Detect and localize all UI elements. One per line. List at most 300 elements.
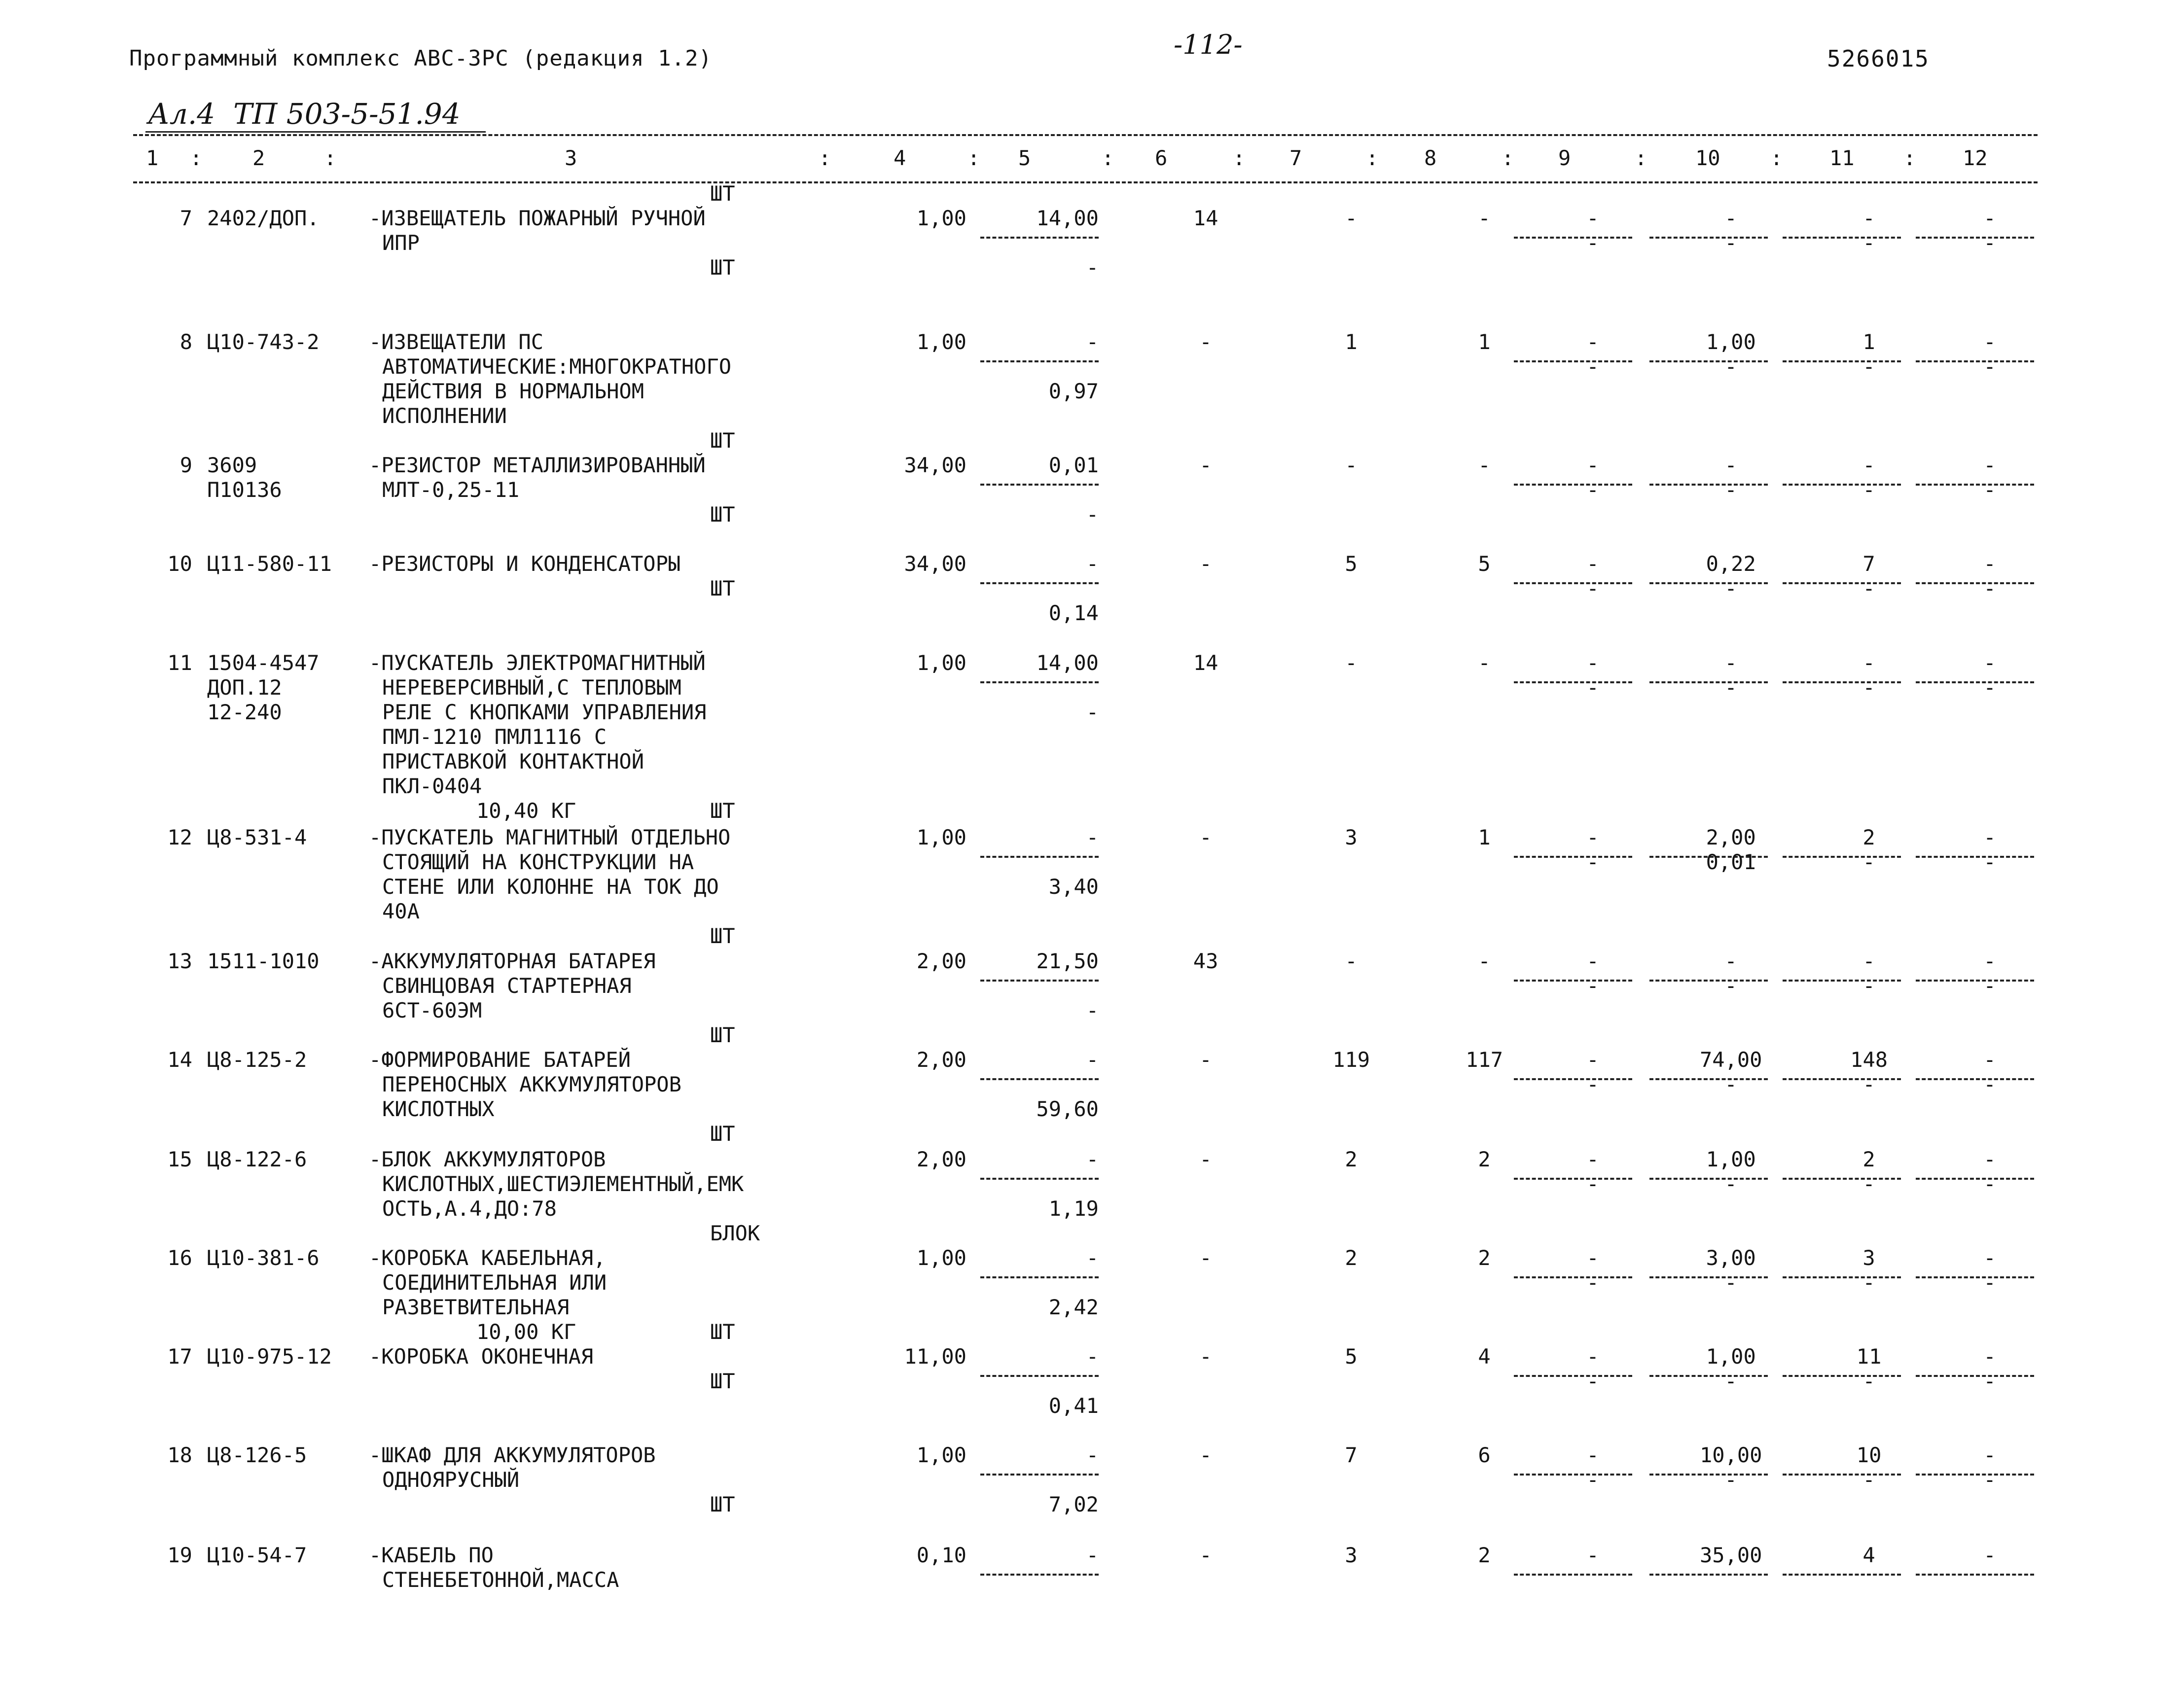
unit-cost-secondary: 2,42 bbox=[1048, 1295, 1099, 1319]
col-11-value: 4 bbox=[1862, 1543, 1875, 1567]
row-number: 14 bbox=[167, 1048, 192, 1072]
col-8-value: - bbox=[1478, 206, 1491, 230]
column-separator: : bbox=[819, 146, 831, 170]
col-10-secondary: - bbox=[1724, 1468, 1737, 1492]
row-number: 16 bbox=[167, 1246, 192, 1270]
fraction-line bbox=[1649, 980, 1768, 982]
col-11-value: - bbox=[1862, 651, 1875, 675]
quantity: 1,00 bbox=[916, 651, 967, 675]
column-separator: : bbox=[1770, 146, 1783, 170]
item-description: -КАБЕЛЬ ПО bbox=[369, 1543, 494, 1567]
resource-code: Ц10-975-12 bbox=[207, 1344, 332, 1369]
unit-label: ШТ bbox=[710, 1492, 735, 1516]
quantity: 1,00 bbox=[916, 1246, 967, 1270]
fraction-line bbox=[1916, 1178, 2034, 1180]
unit-label: ШТ bbox=[710, 1320, 735, 1344]
item-description: РЕЛЕ С КНОПКАМИ УПРАВЛЕНИЯ bbox=[382, 700, 707, 724]
col-8-value: - bbox=[1478, 651, 1491, 675]
row-number: 8 bbox=[179, 330, 192, 354]
col-10-value: 1,00 bbox=[1706, 1344, 1756, 1369]
fraction-line bbox=[1916, 582, 2034, 584]
unit-label: ШТ bbox=[710, 502, 735, 527]
unit-cost-secondary: - bbox=[1086, 255, 1099, 280]
col-7-value: - bbox=[1345, 206, 1358, 230]
col-12-secondary: - bbox=[1983, 576, 1996, 600]
unit-cost: - bbox=[1086, 1344, 1099, 1369]
item-description: -АККУМУЛЯТОРНАЯ БАТАРЕЯ bbox=[369, 949, 656, 973]
col-10-secondary: - bbox=[1724, 1172, 1737, 1196]
col-7-value: 5 bbox=[1345, 1344, 1358, 1369]
total-cost: - bbox=[1199, 1344, 1212, 1369]
header-rule bbox=[133, 181, 2038, 183]
item-description: -ИЗВЕЩАТЕЛЬ ПОЖАРНЫЙ РУЧНОЙ bbox=[369, 206, 706, 230]
column-header-11: 11 bbox=[1829, 146, 1855, 170]
item-description: КИСЛОТНЫХ bbox=[382, 1097, 495, 1121]
col-12-value: - bbox=[1983, 453, 1996, 477]
unit-cost: - bbox=[1086, 1147, 1099, 1171]
column-separator: : bbox=[1502, 146, 1514, 170]
col-12-secondary: - bbox=[1983, 231, 1996, 255]
unit-cost: 14,00 bbox=[1036, 206, 1099, 230]
item-description: ОДНОЯРУСНЫЙ bbox=[382, 1468, 520, 1492]
item-description: НЕРЕВЕРСИВНЫЙ,С ТЕПЛОВЫМ bbox=[382, 675, 681, 700]
col-11-value: 1 bbox=[1862, 330, 1875, 354]
row-number: 7 bbox=[179, 206, 192, 230]
col-12-value: - bbox=[1983, 1147, 1996, 1171]
col-9-secondary: - bbox=[1586, 1369, 1599, 1393]
sheet-note-underline bbox=[145, 131, 486, 133]
fraction-line bbox=[1649, 681, 1768, 683]
total-cost: 14 bbox=[1193, 206, 1218, 230]
resource-code: Ц11-580-11 bbox=[207, 552, 332, 576]
fraction-line bbox=[1514, 1276, 1632, 1278]
col-7-value: 1 bbox=[1345, 330, 1358, 354]
fraction-line bbox=[1916, 856, 2034, 858]
col-11-value: 2 bbox=[1862, 825, 1875, 849]
quantity: 2,00 bbox=[916, 1048, 967, 1072]
fraction-line bbox=[1916, 360, 2034, 362]
unit-cost-secondary: - bbox=[1086, 700, 1099, 724]
quantity: 1,00 bbox=[916, 206, 967, 230]
resource-code: Ц8-125-2 bbox=[207, 1048, 307, 1072]
unit-label: ШТ bbox=[710, 1023, 735, 1047]
col-10-value: 0,22 bbox=[1706, 552, 1756, 576]
item-description: КИСЛОТНЫХ,ШЕСТИЭЛЕМЕНТНЫЙ,ЕМК bbox=[382, 1172, 744, 1196]
fraction-line bbox=[980, 1078, 1099, 1080]
col-12-secondary: - bbox=[1983, 1270, 1996, 1295]
col-12-secondary: - bbox=[1983, 478, 1996, 502]
col-10-value: 10,00 bbox=[1700, 1443, 1762, 1467]
column-header-10: 10 bbox=[1695, 146, 1720, 170]
item-description: -ПУСКАТЕЛЬ МАГНИТНЫЙ ОТДЕЛЬНО bbox=[369, 825, 731, 849]
total-cost: - bbox=[1199, 1543, 1212, 1567]
col-9-value: - bbox=[1586, 1443, 1599, 1467]
fraction-line bbox=[1649, 360, 1768, 362]
item-description: ПМЛ-1210 ПМЛ1116 С bbox=[382, 725, 607, 749]
resource-code: 12-240 bbox=[207, 700, 282, 724]
unit-cost: 21,50 bbox=[1036, 949, 1099, 973]
col-12-value: - bbox=[1983, 949, 1996, 973]
item-description: ДЕЙСТВИЯ В НОРМАЛЬНОМ bbox=[382, 379, 644, 403]
col-10-value: - bbox=[1724, 949, 1737, 973]
resource-code: 1511-1010 bbox=[207, 949, 320, 973]
column-header-6: 6 bbox=[1155, 146, 1168, 170]
col-9-value: - bbox=[1586, 453, 1599, 477]
col-7-value: - bbox=[1345, 949, 1358, 973]
fraction-line bbox=[1916, 1474, 2034, 1476]
row-number: 17 bbox=[167, 1344, 192, 1369]
fraction-line bbox=[1514, 1078, 1632, 1080]
fraction-line bbox=[1916, 1078, 2034, 1080]
total-cost: - bbox=[1199, 825, 1212, 849]
column-separator: : bbox=[1233, 146, 1246, 170]
col-8-value: 2 bbox=[1478, 1246, 1491, 1270]
fraction-line bbox=[1916, 980, 2034, 982]
item-description: ИСПОЛНЕНИИ bbox=[382, 404, 507, 428]
fraction-line bbox=[980, 1178, 1099, 1180]
item-description: -РЕЗИСТОРЫ И КОНДЕНСАТОРЫ bbox=[369, 552, 681, 576]
fraction-line bbox=[980, 1574, 1099, 1576]
col-11-value: 7 bbox=[1862, 552, 1875, 576]
col-9-secondary: - bbox=[1586, 478, 1599, 502]
quantity: 34,00 bbox=[904, 453, 967, 477]
col-9-secondary: - bbox=[1586, 354, 1599, 379]
col-9-value: - bbox=[1586, 825, 1599, 849]
fraction-line bbox=[980, 1474, 1099, 1476]
fraction-line bbox=[1783, 1574, 1901, 1576]
fraction-line bbox=[1649, 1178, 1768, 1180]
unit-cost-secondary: - bbox=[1086, 998, 1099, 1022]
col-12-value: - bbox=[1983, 1543, 1996, 1567]
col-11-value: 2 bbox=[1862, 1147, 1875, 1171]
resource-code: Ц10-54-7 bbox=[207, 1543, 307, 1567]
unit-cost: - bbox=[1086, 1543, 1099, 1567]
col-12-secondary: - bbox=[1983, 974, 1996, 998]
quantity: 34,00 bbox=[904, 552, 967, 576]
col-12-value: - bbox=[1983, 206, 1996, 230]
column-separator: : bbox=[190, 146, 203, 170]
col-9-secondary: - bbox=[1586, 675, 1599, 700]
fraction-line bbox=[1649, 582, 1768, 584]
col-8-value: 4 bbox=[1478, 1344, 1491, 1369]
fraction-line bbox=[1514, 681, 1632, 683]
resource-code: 2402/ДОП. bbox=[207, 206, 320, 230]
fraction-line bbox=[1514, 1474, 1632, 1476]
fraction-line bbox=[980, 1375, 1099, 1377]
col-10-value: - bbox=[1724, 651, 1737, 675]
item-weight: 10,40 КГ bbox=[476, 799, 576, 823]
unit-label: БЛОК bbox=[710, 1221, 760, 1245]
item-description: -КОРОБКА КАБЕЛЬНАЯ, bbox=[369, 1246, 606, 1270]
col-7-value: 2 bbox=[1345, 1246, 1358, 1270]
column-separator: : bbox=[967, 146, 980, 170]
col-9-value: - bbox=[1586, 1543, 1599, 1567]
column-header-8: 8 bbox=[1424, 146, 1437, 170]
col-7-value: 3 bbox=[1345, 825, 1358, 849]
col-11-value: - bbox=[1862, 949, 1875, 973]
col-10-secondary: - bbox=[1724, 974, 1737, 998]
col-10-value: 74,00 bbox=[1700, 1048, 1762, 1072]
resource-code: ДОП.12 bbox=[207, 675, 282, 700]
fraction-line bbox=[1649, 1574, 1768, 1576]
col-10-secondary: 0,01 bbox=[1706, 850, 1756, 874]
item-description: РАЗВЕТВИТЕЛЬНАЯ bbox=[382, 1295, 570, 1319]
row-number: 11 bbox=[167, 651, 192, 675]
col-10-value: 1,00 bbox=[1706, 330, 1756, 354]
item-description: 6СТ-60ЭМ bbox=[382, 998, 482, 1022]
item-description: ПРИСТАВКОЙ КОНТАКТНОЙ bbox=[382, 749, 644, 774]
handwritten-sheet-note: Ал.4 ТП 503-5-51.94 bbox=[148, 97, 461, 131]
quantity: 0,10 bbox=[916, 1543, 967, 1567]
unit-cost-secondary: 7,02 bbox=[1048, 1492, 1099, 1516]
column-header-3: 3 bbox=[565, 146, 577, 170]
col-10-secondary: - bbox=[1724, 231, 1737, 255]
col-12-secondary: - bbox=[1983, 675, 1996, 700]
col-9-secondary: - bbox=[1586, 1172, 1599, 1196]
fraction-line bbox=[1649, 1375, 1768, 1377]
col-12-secondary: - bbox=[1983, 1468, 1996, 1492]
col-10-value: 3,00 bbox=[1706, 1246, 1756, 1270]
col-11-secondary: - bbox=[1862, 231, 1875, 255]
resource-code: П10136 bbox=[207, 478, 282, 502]
col-11-secondary: - bbox=[1862, 1270, 1875, 1295]
total-cost: - bbox=[1199, 552, 1212, 576]
column-header-1: 1 bbox=[146, 146, 159, 170]
fraction-line bbox=[1649, 484, 1768, 486]
column-header-9: 9 bbox=[1558, 146, 1571, 170]
item-description: -ПУСКАТЕЛЬ ЭЛЕКТРОМАГНИТНЫЙ bbox=[369, 651, 706, 675]
col-9-value: - bbox=[1586, 552, 1599, 576]
col-9-secondary: - bbox=[1586, 576, 1599, 600]
col-10-secondary: - bbox=[1724, 1369, 1737, 1393]
column-separator: : bbox=[1903, 146, 1916, 170]
row-number: 15 bbox=[167, 1147, 192, 1171]
fraction-line bbox=[1514, 1375, 1632, 1377]
unit-label: ШТ bbox=[710, 181, 735, 206]
unit-cost: - bbox=[1086, 552, 1099, 576]
fraction-line bbox=[1649, 1078, 1768, 1080]
column-header-2: 2 bbox=[252, 146, 265, 170]
col-11-secondary: - bbox=[1862, 675, 1875, 700]
column-header-row bbox=[0, 146, 2184, 171]
col-11-value: 11 bbox=[1856, 1344, 1882, 1369]
fraction-line bbox=[1514, 856, 1632, 858]
col-10-value: 2,00 bbox=[1706, 825, 1756, 849]
unit-cost-secondary: 0,41 bbox=[1048, 1394, 1099, 1418]
total-cost: - bbox=[1199, 1246, 1212, 1270]
fraction-line bbox=[1514, 980, 1632, 982]
item-description: ПКЛ-0404 bbox=[382, 774, 482, 798]
col-10-secondary: - bbox=[1724, 675, 1737, 700]
col-8-value: 1 bbox=[1478, 825, 1491, 849]
col-11-secondary: - bbox=[1862, 1468, 1875, 1492]
col-12-value: - bbox=[1983, 552, 1996, 576]
row-number: 9 bbox=[179, 453, 192, 477]
unit-cost-secondary: 1,19 bbox=[1048, 1196, 1099, 1221]
col-8-value: 117 bbox=[1466, 1048, 1504, 1072]
fraction-line bbox=[1916, 484, 2034, 486]
fraction-line bbox=[1783, 484, 1901, 486]
col-12-value: - bbox=[1983, 1246, 1996, 1270]
unit-cost: - bbox=[1086, 825, 1099, 849]
fraction-line bbox=[1783, 1178, 1901, 1180]
col-11-value: 3 bbox=[1862, 1246, 1875, 1270]
row-number: 19 bbox=[167, 1543, 192, 1567]
col-10-secondary: - bbox=[1724, 354, 1737, 379]
unit-cost: - bbox=[1086, 1246, 1099, 1270]
col-12-secondary: - bbox=[1983, 1072, 1996, 1096]
col-7-value: 7 bbox=[1345, 1443, 1358, 1467]
column-separator: : bbox=[1366, 146, 1379, 170]
fraction-line bbox=[1514, 237, 1632, 239]
col-8-value: 2 bbox=[1478, 1543, 1491, 1567]
total-cost: - bbox=[1199, 1147, 1212, 1171]
col-9-secondary: - bbox=[1586, 1468, 1599, 1492]
resource-code: 1504-4547 bbox=[207, 651, 320, 675]
item-description: СТОЯЩИЙ НА КОНСТРУКЦИИ НА bbox=[382, 850, 694, 874]
fraction-line bbox=[1783, 856, 1901, 858]
fraction-line bbox=[1514, 360, 1632, 362]
fraction-line bbox=[1916, 1574, 2034, 1576]
resource-code: Ц8-531-4 bbox=[207, 825, 307, 849]
col-9-value: - bbox=[1586, 651, 1599, 675]
fraction-line bbox=[1649, 237, 1768, 239]
col-11-secondary: - bbox=[1862, 974, 1875, 998]
col-9-value: - bbox=[1586, 1048, 1599, 1072]
fraction-line bbox=[1916, 1276, 2034, 1278]
unit-cost: - bbox=[1086, 330, 1099, 354]
column-separator: : bbox=[1102, 146, 1114, 170]
unit-cost: 0,01 bbox=[1048, 453, 1099, 477]
col-8-value: - bbox=[1478, 949, 1491, 973]
col-12-value: - bbox=[1983, 330, 1996, 354]
col-12-value: - bbox=[1983, 1048, 1996, 1072]
col-10-value: - bbox=[1724, 206, 1737, 230]
total-cost: - bbox=[1199, 330, 1212, 354]
fraction-line bbox=[1783, 1276, 1901, 1278]
col-7-value: - bbox=[1345, 453, 1358, 477]
quantity: 11,00 bbox=[904, 1344, 967, 1369]
col-7-value: 5 bbox=[1345, 552, 1358, 576]
col-9-value: - bbox=[1586, 1246, 1599, 1270]
col-8-value: 5 bbox=[1478, 552, 1491, 576]
item-description: -КОРОБКА ОКОНЕЧНАЯ bbox=[369, 1344, 594, 1369]
row-number: 10 bbox=[167, 552, 192, 576]
col-9-value: - bbox=[1586, 1344, 1599, 1369]
unit-cost: 14,00 bbox=[1036, 651, 1099, 675]
program-title: Программный комплекс АВС-3РС (редакция 1.2) bbox=[129, 46, 713, 71]
item-description: -БЛОК АККУМУЛЯТОРОВ bbox=[369, 1147, 606, 1171]
item-description: -ФОРМИРОВАНИЕ БАТАРЕЙ bbox=[369, 1048, 631, 1072]
col-12-secondary: - bbox=[1983, 354, 1996, 379]
column-separator: : bbox=[1635, 146, 1647, 170]
unit-cost-secondary: 0,97 bbox=[1048, 379, 1099, 403]
total-cost: 14 bbox=[1193, 651, 1218, 675]
col-10-value: - bbox=[1724, 453, 1737, 477]
fraction-line bbox=[980, 237, 1099, 239]
col-11-secondary: - bbox=[1862, 478, 1875, 502]
col-12-value: - bbox=[1983, 1344, 1996, 1369]
resource-code: Ц10-381-6 bbox=[207, 1246, 320, 1270]
fraction-line bbox=[980, 484, 1099, 486]
unit-label: ШТ bbox=[710, 799, 735, 823]
item-description: -ШКАФ ДЛЯ АККУМУЛЯТОРОВ bbox=[369, 1443, 656, 1467]
fraction-line bbox=[980, 856, 1099, 858]
col-12-value: - bbox=[1983, 651, 1996, 675]
unit-cost-secondary: - bbox=[1086, 502, 1099, 527]
quantity: 1,00 bbox=[916, 330, 967, 354]
col-8-value: - bbox=[1478, 453, 1491, 477]
total-cost: 43 bbox=[1193, 949, 1218, 973]
item-description: СТЕНЕБЕТОННОЙ,МАССА bbox=[382, 1568, 619, 1592]
col-11-value: 10 bbox=[1856, 1443, 1882, 1467]
fraction-line bbox=[980, 360, 1099, 362]
col-9-value: - bbox=[1586, 949, 1599, 973]
unit-cost-secondary: 59,60 bbox=[1036, 1097, 1099, 1121]
col-12-secondary: - bbox=[1983, 1369, 1996, 1393]
column-separator: : bbox=[324, 146, 337, 170]
col-12-secondary: - bbox=[1983, 850, 1996, 874]
col-11-secondary: - bbox=[1862, 354, 1875, 379]
unit-cost: - bbox=[1086, 1443, 1099, 1467]
col-11-secondary: - bbox=[1862, 1172, 1875, 1196]
column-header-7: 7 bbox=[1289, 146, 1302, 170]
unit-label: ШТ bbox=[710, 924, 735, 948]
col-10-secondary: - bbox=[1724, 1270, 1737, 1295]
resource-code: Ц8-126-5 bbox=[207, 1443, 307, 1467]
unit-cost-secondary: 3,40 bbox=[1048, 875, 1099, 899]
fraction-line bbox=[1916, 681, 2034, 683]
col-10-secondary: - bbox=[1724, 1072, 1737, 1096]
fraction-line bbox=[980, 681, 1099, 683]
item-weight: 10,00 КГ bbox=[476, 1320, 576, 1344]
col-9-secondary: - bbox=[1586, 231, 1599, 255]
document-code: 5266015 bbox=[1827, 45, 1930, 72]
unit-label: ШТ bbox=[710, 1122, 735, 1146]
unit-label: ШТ bbox=[710, 428, 735, 453]
col-8-value: 1 bbox=[1478, 330, 1491, 354]
item-description: 40А bbox=[382, 899, 420, 923]
col-12-value: - bbox=[1983, 1443, 1996, 1467]
col-9-value: - bbox=[1586, 1147, 1599, 1171]
col-8-value: 2 bbox=[1478, 1147, 1491, 1171]
col-10-secondary: - bbox=[1724, 478, 1737, 502]
col-11-value: - bbox=[1862, 206, 1875, 230]
unit-label: ШТ bbox=[710, 1369, 735, 1393]
item-description: СТЕНЕ ИЛИ КОЛОННЕ НА ТОК ДО bbox=[382, 875, 719, 899]
col-9-value: - bbox=[1586, 330, 1599, 354]
col-9-secondary: - bbox=[1586, 1270, 1599, 1295]
fraction-line bbox=[1783, 1375, 1901, 1377]
fraction-line bbox=[1783, 681, 1901, 683]
col-10-value: 1,00 bbox=[1706, 1147, 1756, 1171]
unit-label: ШТ bbox=[710, 255, 735, 280]
quantity: 1,00 bbox=[916, 1443, 967, 1467]
col-10-value: 35,00 bbox=[1700, 1543, 1762, 1567]
fraction-line bbox=[980, 980, 1099, 982]
col-12-secondary: - bbox=[1983, 1172, 1996, 1196]
page-number: -112- bbox=[1174, 29, 1243, 60]
fraction-line bbox=[1514, 484, 1632, 486]
quantity: 1,00 bbox=[916, 825, 967, 849]
col-9-secondary: - bbox=[1586, 1072, 1599, 1096]
resource-code: Ц10-743-2 bbox=[207, 330, 320, 354]
row-number: 18 bbox=[167, 1443, 192, 1467]
unit-cost: - bbox=[1086, 1048, 1099, 1072]
fraction-line bbox=[1916, 237, 2034, 239]
fraction-line bbox=[1514, 1574, 1632, 1576]
col-7-value: 3 bbox=[1345, 1543, 1358, 1567]
